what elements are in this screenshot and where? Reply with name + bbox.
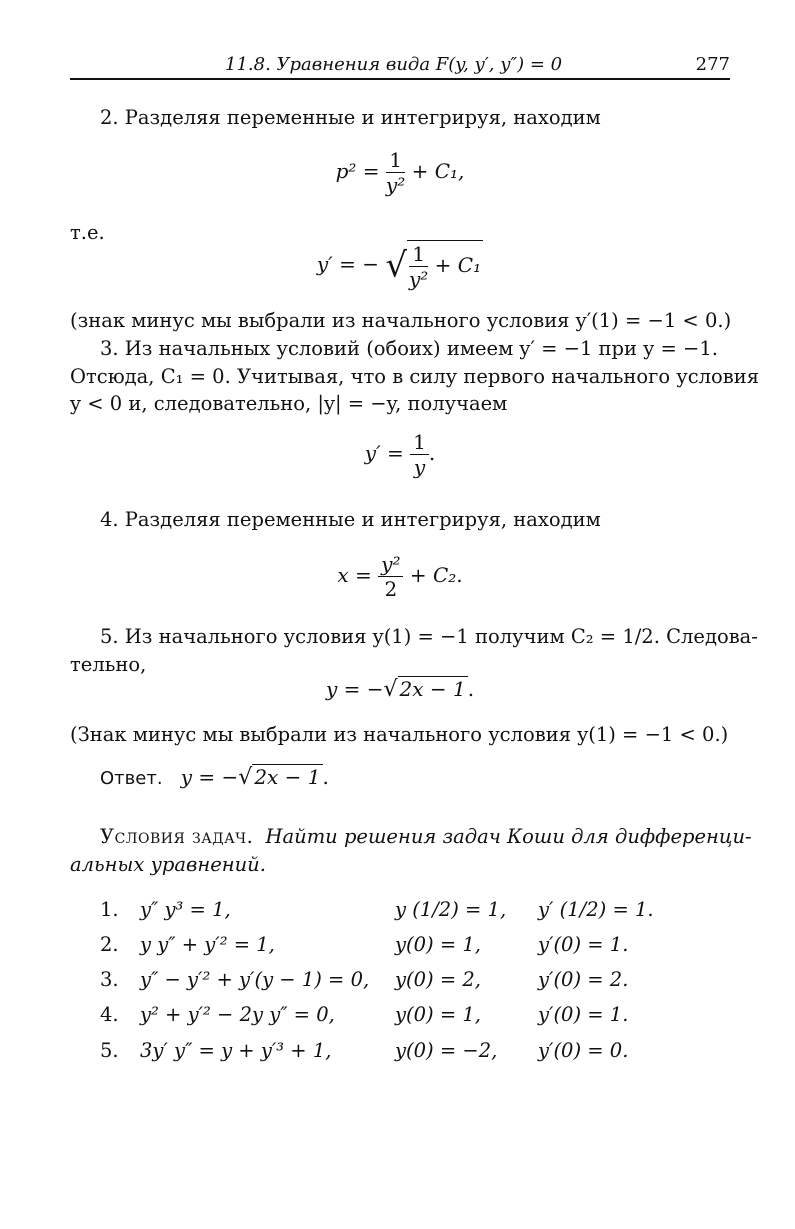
step2-note: (знак минус мы выбрали из начального условия y′(1) = −1 < 0.) <box>70 309 732 332</box>
eq5-radicand: 2x − 1 <box>399 677 466 701</box>
page-number: 277 <box>695 54 730 75</box>
eq2-sqrt: √ $\frac{1}{\text{y²}}$ + C₁ <box>385 242 482 291</box>
equation-yprime-1-over-y <box>70 430 730 479</box>
step3-line2: Отсюда, C₁ = 0. Учитывая, что в силу первого начального условия <box>70 365 760 388</box>
problem-condition-1: y(0) = 2, <box>395 968 481 991</box>
eq2-rhs: + C₁ <box>434 253 482 277</box>
answer-radicand: 2x − 1 <box>254 765 321 789</box>
problem-equation: y″ − y′² + y′(y − 1) = 0, <box>140 968 370 991</box>
problems-heading-line1 <box>100 822 752 852</box>
problems-heading-caps: Условия задач. <box>100 825 254 848</box>
problem-condition-1: y(0) = 1, <box>395 1003 481 1026</box>
eq3-end: . <box>428 441 436 465</box>
step2-text: 2. Разделяя переменные и интегрируя, находим <box>100 106 601 129</box>
problem-condition-2: y′(0) = 1. <box>538 933 629 956</box>
problem-condition-2: y′(0) = 1. <box>538 1003 629 1026</box>
eq4-numerator: y² <box>378 552 403 577</box>
equation-p-squared <box>70 148 730 197</box>
header-rule <box>70 78 730 80</box>
problem-row <box>100 965 720 995</box>
step5-line1: 5. Из начального условия y(1) = −1 получим C₂ = 1/2. Следова- <box>100 625 758 648</box>
page <box>70 0 760 1229</box>
answer-lhs: y = − <box>180 765 239 789</box>
eq4-lhs: x = <box>337 563 372 587</box>
problem-condition-1: y (1/2) = 1, <box>395 898 507 921</box>
problem-equation: y″ y³ = 1, <box>140 898 231 921</box>
problem-equation: y y″ + y′² = 1, <box>140 933 275 956</box>
step3-line1: 3. Из начальных условий (обоих) имеем y′ = −1 при y = −1. <box>100 337 718 360</box>
eq5-end: . <box>467 677 475 701</box>
eq2-fraction <box>409 242 428 291</box>
step3-line3: y < 0 и, следовательно, |y| = −y, получаем <box>70 392 508 415</box>
eq2-denominator: y² <box>408 267 429 291</box>
problem-condition-2: y′(0) = 2. <box>538 968 629 991</box>
eq1-numerator: 1 <box>386 148 405 173</box>
answer-line: Ответ. y = −√ 2x − 1 . <box>100 765 329 790</box>
problems-heading-text1: Найти решения задач Коши для дифференци- <box>265 825 752 848</box>
eq4-denominator: 2 <box>384 577 398 601</box>
eq3-denominator: y <box>413 455 426 479</box>
equation-x <box>70 552 730 601</box>
equation-yprime-sqrt <box>70 240 730 291</box>
problem-condition-2: y′(0) = 0. <box>538 1039 629 1062</box>
eq3-numerator: 1 <box>410 430 429 455</box>
eq1-fraction <box>386 148 405 197</box>
answer-end: . <box>322 765 329 789</box>
eq2-numerator: 1 <box>409 242 428 267</box>
eq3-lhs: y′ = <box>364 441 404 465</box>
step4-text: 4. Разделяя переменные и интегрируя, находим <box>100 508 601 531</box>
step5-line2: тельно, <box>70 653 147 676</box>
eq1-rhs: + C₁, <box>411 159 465 183</box>
eq5-lhs: y = − <box>325 677 384 701</box>
problem-number: 4. <box>100 1003 119 1026</box>
answer-label: Ответ. <box>100 768 163 789</box>
eq1-lhs: p² = <box>335 159 380 183</box>
eq3-fraction <box>410 430 429 479</box>
problem-equation: y² + y′² − 2y y″ = 0, <box>140 1003 335 1026</box>
eq1-denominator: y² <box>385 173 406 197</box>
problem-row <box>100 930 720 960</box>
eq4-fraction <box>378 552 403 601</box>
problem-condition-1: y(0) = 1, <box>395 933 481 956</box>
problem-number: 1. <box>100 898 119 921</box>
step5-note: (Знак минус мы выбрали из начального условия y(1) = −1 < 0.) <box>70 723 729 746</box>
problem-condition-2: y′ (1/2) = 1. <box>538 898 654 921</box>
problem-number: 2. <box>100 933 119 956</box>
eq2-lhs: y′ = − <box>316 252 379 276</box>
problems-heading-text2: альных уравнений. <box>70 853 266 876</box>
equation-y-sqrt: y = −√ 2x − 1 . <box>325 677 475 702</box>
problem-number: 5. <box>100 1039 119 1062</box>
running-title: 11.8. Уравнения вида F(y, y′, y″) = 0 <box>225 54 563 75</box>
problem-row <box>100 895 720 925</box>
problem-row <box>100 1036 720 1066</box>
problem-equation: 3y′ y″ = y + y′³ + 1, <box>140 1039 332 1062</box>
eq4-rhs: + C₂. <box>409 563 463 587</box>
te-label: т.е. <box>70 221 105 244</box>
problem-number: 3. <box>100 968 119 991</box>
problem-row <box>100 1000 720 1030</box>
problem-condition-1: y(0) = −2, <box>395 1039 498 1062</box>
